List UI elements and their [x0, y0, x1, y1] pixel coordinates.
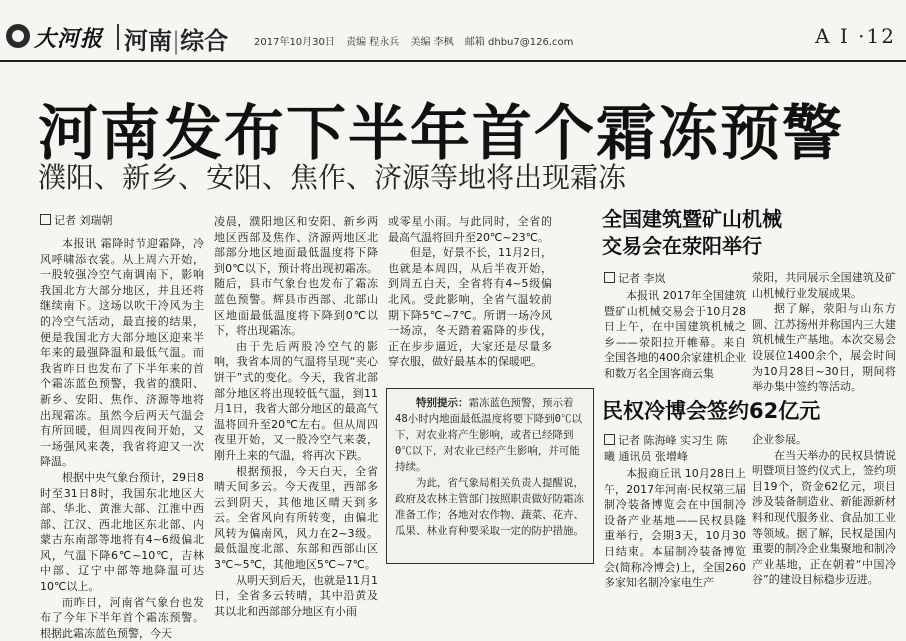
special-tip-box	[386, 388, 594, 564]
article3-column-1	[604, 466, 746, 590]
article3-title: 民权冷博会签约62亿元	[602, 399, 821, 423]
main-column-3	[388, 214, 552, 369]
tip-title: 特别提示：	[416, 397, 469, 409]
paragraph: 凌晨，濮阳地区和安阳、新乡两地区西部及焦作、济源两地区北部部分地区地面最低温度将下降到0℃以下，预计将出现初霜冻。随后，县市气象台也发布了霜冻蓝色预警。辉县市西部、北部山区地面最低温度将下降到0℃以下，将出现霜冻。	[214, 215, 378, 338]
paragraph: 企业参展。	[752, 433, 807, 446]
article2-byline-text: 记者 李岚	[618, 272, 666, 285]
newspaper-logo	[6, 22, 116, 52]
article3-byline-line1: 记者 陈海峰 实习生 陈	[618, 434, 728, 447]
tip-paragraph: 为此，省气象局相关负责人提醒说，政府及农林主管部门按照职责做好防霜冻准备工作；各地对农作物、蔬菜、花卉、瓜果、林业育种要采取一定的防护措施。	[395, 477, 584, 537]
byline-box-icon	[40, 214, 51, 225]
main-column-1	[40, 236, 204, 640]
tip-paragraph	[395, 395, 585, 475]
issue-meta	[254, 33, 581, 48]
article2-column-1	[604, 288, 746, 384]
section-type: 综合	[180, 27, 229, 55]
paragraph: 本报商丘讯 10月28日上午，2017年河南·民权第三届制冷装备博览会在中国制冷设备产业基地——民权县隆重举行，会期3天，10月30日结束。本届制冷装备博览会(简称冷博会)上，全国260多家知名制冷家电生产	[604, 467, 746, 590]
article2-title-line2: 交易会在荥阳举行	[602, 234, 762, 258]
section-separator: |	[172, 27, 181, 55]
paragraph: 荥阳，共同展示全国建筑及矿山机械行业发展成果。	[752, 271, 896, 300]
header-rule	[0, 60, 906, 62]
header-divider	[117, 24, 119, 50]
main-byline	[40, 212, 113, 228]
article2-column-2	[752, 270, 896, 394]
page-number: A I ·12	[815, 24, 896, 48]
article3-column-2	[752, 432, 896, 587]
paragraph: 据了解，荥阳与山东方圆、江苏扬州并称国内三大建筑机械生产基地。本次交易会设展位1400余个，展会时间为10月28日~30日，期间将举办集中签约等活动。	[752, 302, 896, 394]
main-column-2	[214, 214, 378, 618]
main-byline-text: 记者 刘瑞朝	[54, 214, 113, 227]
paragraph: 根据预报，今天白天，全省晴天间多云。今天夜里，西部多云到阴天，其他地区晴天到多云。全省风向有所转变，由偏北风转为偏南风，风力在2~3级。最低温度北部、东部和西部山区3℃~5℃，其他地区5℃~7℃。	[214, 464, 378, 572]
logo-text: 大河报	[34, 26, 104, 52]
main-subheadline: 濮阳、新乡、安阳、焦作、济源等地将出现霜冻	[38, 161, 627, 194]
masthead	[0, 0, 906, 64]
paragraph: 或零星小雨。与此同时，全省的最高气温将回升至20℃~23℃。	[388, 215, 552, 244]
article3-byline-line2: 曦 通讯员 张增峰	[604, 450, 688, 463]
logo-swirl-icon	[6, 24, 30, 48]
editor-credit: 责编 程永兵	[346, 37, 400, 48]
paragraph: 而昨日，河南省气象台也发布了今年下半年首个霜冻预警。根据此霜冻蓝色预警，今天	[40, 595, 204, 640]
paragraph: 由于先后两股冷空气的影响，我省本周的气温将呈现“夹心饼干”式的变化。今天，我省北部部分地区将出现较低气温，到11月1日，我省大部分地区的最高气温将回升至20℃左右。但从周四夜里开始，又一股冷空气来袭，刚升上来的气温，将再次下跌。	[214, 339, 378, 462]
issue-date: 2017年10月30日	[254, 37, 335, 48]
paragraph: 在当天举办的民权县情说明暨项目签约仪式上，签约项目19个，资金62亿元，项目涉及装备制造业、新能源新材料和现代服务业、食品加工业等领域。据了解，民权是国内重要的制冷企业集聚地和制冷产业基地，正在朝着“中国冷谷”的建设目标稳步迈进。	[752, 448, 896, 587]
article3-byline	[604, 432, 728, 448]
paragraph: 从明天到后天，也就是11月1日，全省多云转晴，其中沿黄及其以北和西部部分地区有小雨	[214, 573, 378, 618]
section-region: 河南	[124, 27, 172, 55]
designer-credit: 美编 李枫	[410, 37, 454, 48]
byline-box-icon	[604, 434, 615, 445]
byline-box-icon	[604, 272, 615, 283]
paragraph: 但是，好景不长，11月2日，也就是本周四，从后半夜开始，到周五白天，全省将有4~5级偏北风。受此影响，全省气温较前期下降5℃~7℃。所谓一场冷风一场凉，冬天踏着霜降的步伐，正在步步逼近，大家还是尽量多穿衣服，做好最基本的保暖吧。	[388, 246, 552, 369]
paragraph: 本报讯 2017年全国建筑暨矿山机械交易会于10月28日上午，在中国建筑机械之乡——荥阳拉开帷幕。来自全国各地的400余家建机企业和数万名全国客商云集	[604, 289, 746, 380]
contact-email: 邮箱 dhbu7@126.com	[464, 37, 574, 48]
article2-byline	[604, 270, 666, 286]
paragraph: 根据中央气象台预计，29日8时至31日8时，我国东北地区大部、华北、黄淮大部、江淮中西部、江汉、西北地区东北部、内蒙古东南部等地将有4~6级偏北风，气温下降6℃~10℃，吉林中部、辽宁中部等地降温可达10℃以上。	[40, 470, 204, 594]
article2-title-line1: 全国建筑暨矿山机械	[602, 207, 782, 231]
paragraph: 本报讯 霜降时节迎霜降，冷风呼啸添衣裳。从上周六开始，一股较强冷空气南调南下，影响我国北方大部分地区，并且还将继续南下。这场以吹干冷风为主的冷空气活动，最直接的结果，便是我国北方大部分地区迎来半年来的最强降温和最低气温。而我省昨日也发布了下半年来的首个霜冻蓝色预警，我省的濮阳、新乡、安阳、焦作、济源等地将出现霜冻。虽然今后两天气温会有所回暖，但周四夜间开始，又一场强风来袭，我省将迎又一次降温。	[40, 237, 204, 469]
main-headline: 河南发布下半年首个霜冻预警	[38, 99, 844, 169]
section-label	[124, 21, 228, 56]
tip-text: 霜冻蓝色预警，预示着48小时内地面最低温度将要下降到0℃以下，对农业将产生影响，或者已经降到0℃以下，对农业已经产生影响，并可能持续。	[395, 397, 582, 473]
